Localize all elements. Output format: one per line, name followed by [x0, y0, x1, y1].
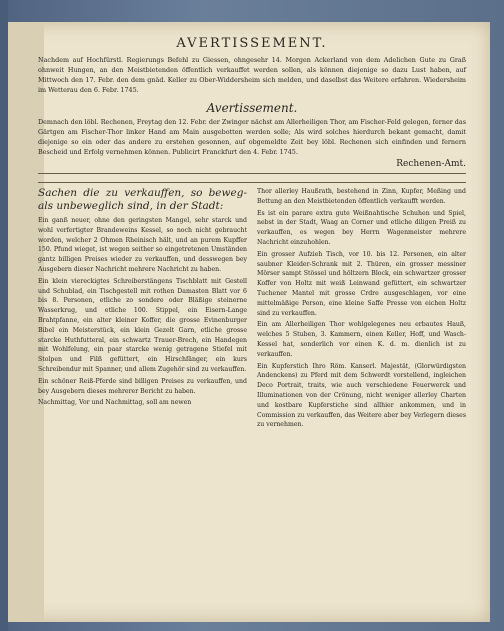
- right-paragraph: Ein grosser Aufzieh Tisch, vor 10. bis 12. Personen, ein alter saubner Kleider-Schrank mit 2. Thüren, ein grosser messiner Mörser sampt Stössel und höltzern Block, ein schwartzer grosser Koffer von Holtz mit weiß Leinwand gefüttert, ein schwartzer Tuchener Mantel mit grosse Crdre ausgeschlagen, vor eine mittelmäßige Person, eine kleine Saffe Presse von eichen Holtz sind zu verkauffen.: [257, 250, 466, 317]
- right-paragraph: Thor allerley Haußrath, bestehend in Zinn, Kupfer, Meßing und Bettung an den Meistbietenden öffentlich verkaufft werden.: [257, 188, 466, 205]
- notice2-title: Avertissement.: [206, 101, 298, 115]
- section-heading: Sachen die zu verkauffen, so beweg- als unbeweglich sind, in der Stadt:: [38, 187, 247, 212]
- notice1-text: Nachdem auf Hochfürstl. Regierungs Befehl zu Giessen, ohngesehr 14. Morgen Ackerland von dem Adelichen Gute zu Graß ohnweit Hungen, an den Meistbietenden öffentlich verkauffet werden sollen, als können diejenige so dazu Lust haben, auf Mittwoch den 17. Febr. den dem gnäd. Keller zu Ober-Widdersheim sich melden, und daselbst das Weitere erfahren. Wiedersheim im Wetterau den 6. Febr. 1745.: [38, 56, 466, 94]
- binding-edge: [0, 0, 8, 631]
- two-column-section: [38, 187, 466, 432]
- left-column: [38, 187, 247, 432]
- left-paragraph: Nachmittag, Vor und Nachmittag, soll am newen: [38, 399, 192, 407]
- notice1-title: AVERTISSEMENT.: [176, 36, 328, 51]
- left-paragraph: Ein ganß neuer, ohne den geringsten Mangel, sehr starck und wohl verfertigter Brandeweins Kessel, so noch nicht gebraucht worden, welcher 2 Ohmen Rheinisch hält, und an purem Kupffer 150. Pfund wieget, ist wegen seither so eingetretenen Umständen gantz billigen Preises wieder zu verkauffen, und desswegen bey Ausgebern dieser Nachricht mehrere Nachricht zu haben.: [38, 217, 247, 273]
- right-paragraph: Es ist ein parare extra gute Weißnahtische Schuhen und Spiel, nebst in der Stadt, Waag an Corner und etliche diligen Preiß zu verkauffen, es wegen bey Herrn Wagenmeister mehrere Nachricht einzuhohlen.: [257, 209, 466, 246]
- right-paragraph: Ein Kupferstich Ihro Röm. Kanserl. Majestät, (Glorwürdigsten Andenckens) zu Pferd mit dem Schwerdt vorstellend, ingleichen Deco Portrait, traits, wie auch verschiedene Feuerwerck und Illuminationen von der Crönung, nicht weniger allerley Charten und kostbare Kupferstiche sind allhier ankommen, und in Commission zu verkauffen, das Weitere aber bey Verlegern dieses zu vernehmen.: [257, 362, 466, 429]
- left-paragraph: Ein schöner Reiß-Pferde sind billigen Preises zu verkauffen, und bey Ausgebern dieses mehrerer Bericht zu haben.: [38, 377, 247, 395]
- ornamental-divider: [38, 173, 466, 183]
- right-paragraph: Ein am Allerheiligen Thor wohlgelegenes neu erbautes Hauß, welches 5 Stuben, 3. Kammern, einen Keller, Hoff, und Wasch-Kessel hat, sonderlich vor einen K. d. m. dienlich ist zu verkauffen.: [257, 321, 466, 358]
- notice2-signature: Rechenen-Amt.: [396, 159, 466, 169]
- left-paragraph: Ein klein viereckigtes Schreiberstängens Tischblatt mit Gestell und Schublad, ein Tischgestell mit rothen Damasten Blatt vor 6 bis 8. Personen, etliche zo sondere oder Bläßige steinerne Wasserkrug, und etliche 100. Stippel, ein Eisern-Lange Brahtpfanne, ein alter kleiner Koffer, die grosse Evinenburger Bibel ein Meisterstück, ein klein Gezelt Garn, etliche grosse starcke Huthfutteral, ein schwartz Trauer-Brech, ein Handegen mit Wohlfelung, ein paar starcke wenig getragene Stiefel mit Stolpen und Filß gefüttert, ein Hirschfänger, ein kurs Schreibendur mit Spanner, und allem Zugehör sind zu verkauffen.: [38, 277, 247, 373]
- right-column: [257, 187, 466, 432]
- notice2-text: Demnach den löbl. Rechenen, Freytag den 12. Febr. der Zwinger nächst am Allerheiligen Thor, am Fischer-Feld gelegen, ferner das Gärtgen am Fischer-Thor linker Hand am Main ausgebotten werden solle; Als wird solches hierdurch bekant gemacht, damit diejenige so ein oder das andere zu erstehen gesonnen, auf obgemeldte Zeit bey löbl. Rechenen sich einfinden und fernern Bescheid und Erfolg vernehmen können. Publicirt Franckfurt den 4. Febr. 1745.: [38, 118, 466, 156]
- document-content: [38, 36, 466, 432]
